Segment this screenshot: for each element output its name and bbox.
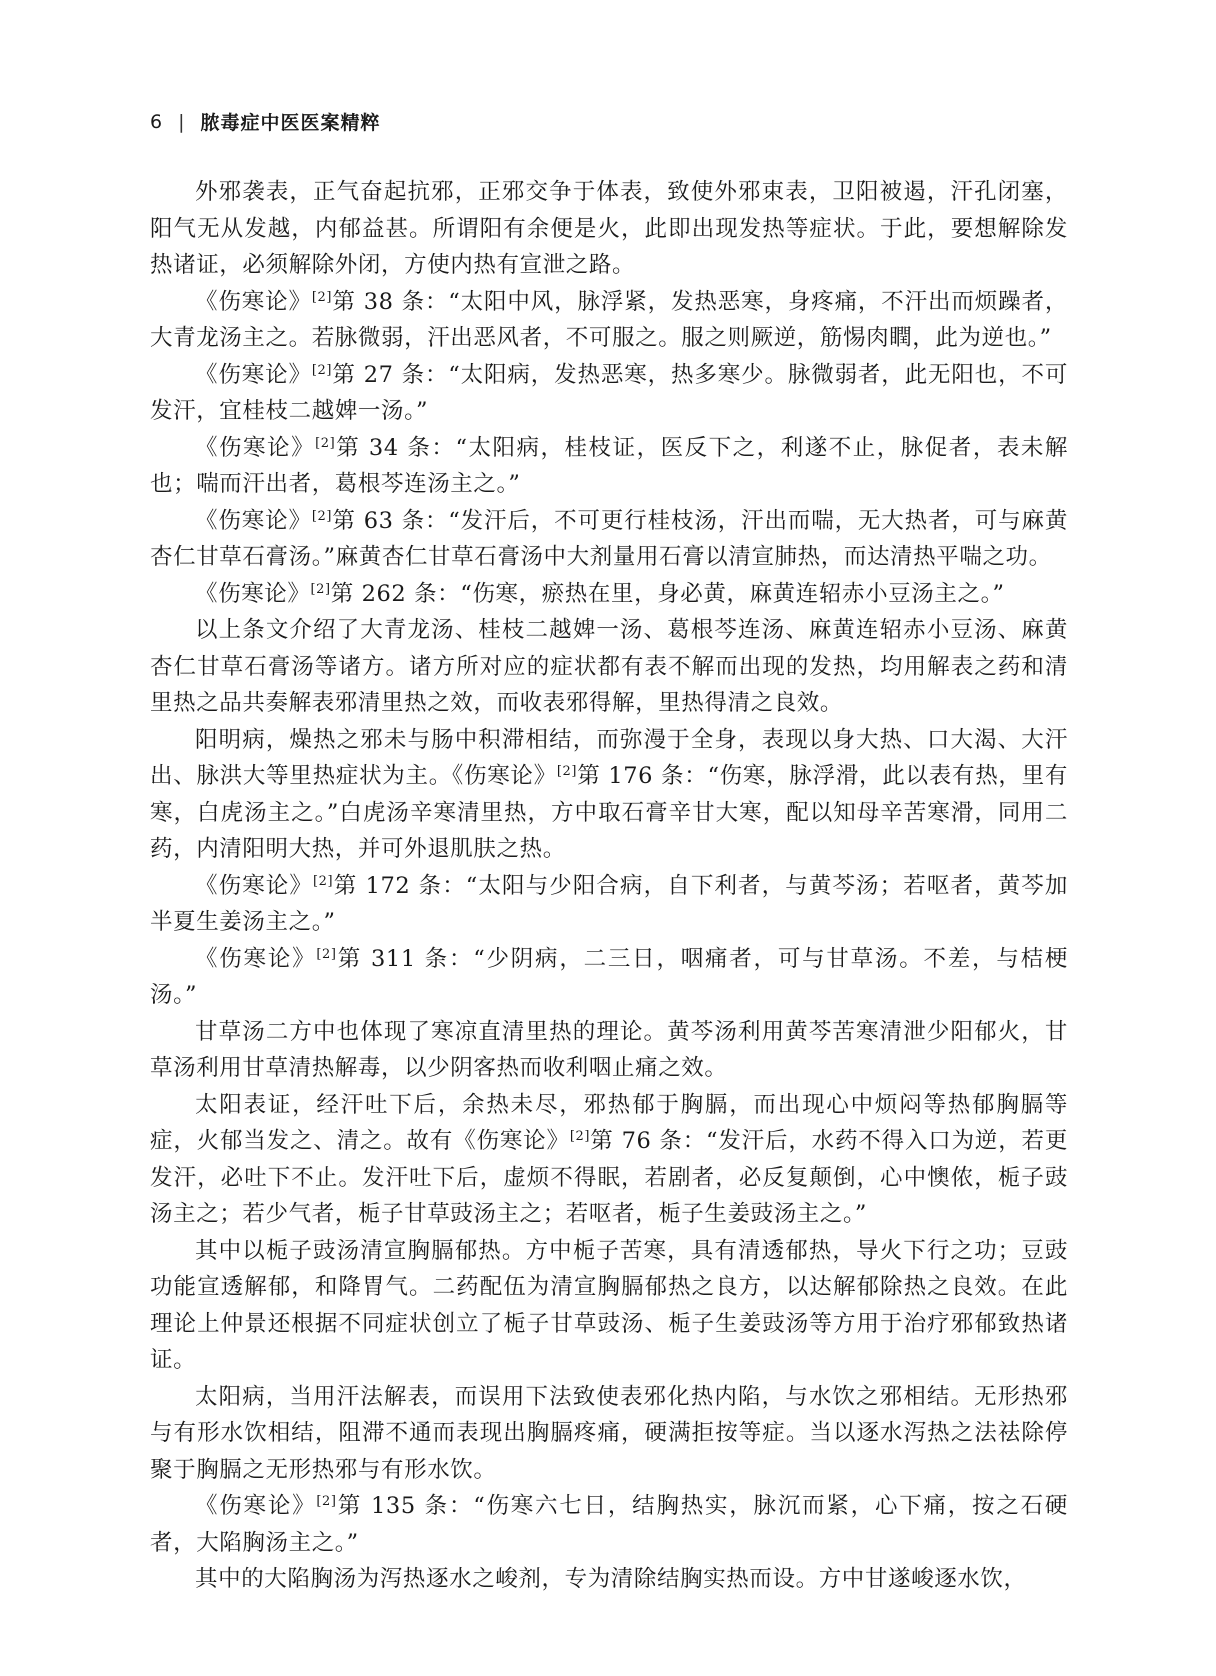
paragraph: 《伤寒论》[2]第 135 条：“伤寒六七日，结胸热实，脉沉而紧，心下痛，按之石硬者，大陷胸汤主之。” [150, 1493, 1068, 1556]
citation-marker: [2] [311, 289, 333, 305]
page-number: 6 [150, 110, 163, 133]
paragraph: 《伤寒论》[2]第 34 条：“太阳病，桂枝证，医反下之，利遂不止，脉促者，表未解也；喘而汗出者，葛根芩连汤主之。” [150, 434, 1068, 497]
paragraph: 外邪袭表，正气奋起抗邪，正邪交争于体表，致使外邪束表，卫阳被遏，汗孔闭塞，阳气无从发越，内郁益甚。所谓阳有余便是火，此即出现发热等症状。于此，要想解除发热诸证，必须解除外闭，方使内热有宣泄之路。 [150, 179, 1068, 278]
paragraph: 《伤寒论》[2]第 262 条：“伤寒，瘀热在里，身必黄，麻黄连轺赤小豆汤主之。” [195, 580, 1005, 607]
header-separator: | [178, 110, 185, 133]
paragraph: 《伤寒论》[2]第 172 条：“太阳与少阳合病，自下利者，与黄芩汤；若呕者，黄芩加半夏生姜汤主之。” [150, 872, 1068, 935]
paragraph: 其中的大陷胸汤为泻热逐水之峻剂，专为清除结胸实热而设。方中甘遂峻逐水饮， [195, 1566, 1027, 1592]
citation-marker: [2] [556, 764, 578, 779]
citation-marker: [2] [315, 435, 336, 451]
paragraph: 其中以栀子豉汤清宣胸膈郁热。方中栀子苦寒，具有清透郁热，导火下行之功；豆豉功能宣透解郁，和降胃气。二药配伍为清宣胸膈郁热之良方，以达解郁除热之良效。在此理论上仲景还根据不同症状创立了栀子甘草豉汤、栀子生姜豉汤等方用于治疗邪郁致热诸证。 [150, 1237, 1068, 1373]
book-title: 脓毒症中医医案精粹 [200, 112, 381, 134]
running-header [150, 108, 381, 135]
paragraph: 《伤寒论》[2]第 38 条：“太阳中风，脉浮紧，发热恶寒，身疼痛，不汗出而烦躁者，大青龙汤主之。若脉微弱，汗出恶风者，不可服之。服之则厥逆，筋惕肉瞤，此为逆也。” [150, 288, 1068, 351]
citation-marker: [2] [569, 1129, 591, 1144]
paragraph: 以上条文介绍了大青龙汤、桂枝二越婢一汤、葛根芩连汤、麻黄连轺赤小豆汤、麻黄杏仁甘草石膏汤等诸方。诸方所对应的症状都有表不解而出现的发热，均用解表之药和清里热之品共奏解表邪清里热之效，而收表邪得解，里热得清之良效。 [150, 617, 1068, 716]
paragraph: 太阳病，当用汗法解表，而误用下法致使表邪化热内陷，与水饮之邪相结。无形热邪与有形水饮相结，阻滞不通而表现出胸膈疼痛，硬满拒按等症。当以逐水泻热之法祛除停聚于胸膈之无形热邪与有形水饮。 [150, 1383, 1068, 1483]
citation-marker: [2] [311, 508, 333, 524]
body-text [150, 174, 1068, 1598]
paragraph: 《伤寒论》[2]第 27 条：“太阳病，发热恶寒，热多寒少。脉微弱者，此无阳也，不可发汗，宜桂枝二越婢一汤。” [150, 361, 1068, 424]
citation-marker: [2] [316, 1494, 337, 1509]
paragraph: 《伤寒论》[2]第 311 条：“少阴病，二三日，咽痛者，可与甘草汤。不差，与桔梗汤。” [150, 945, 1068, 1008]
paragraph: 阳明病，燥热之邪未与肠中积滞相结，而弥漫于全身，表现以身大热、口大渴、大汗出、脉洪大等里热症状为主。《伤寒论》[2]第 176 条：“伤寒，脉浮滑，此以表有热，里有寒，白虎汤主之。”白虎汤辛寒清里热，方中取石膏辛甘大寒，配以知母辛苦寒滑，同用二药，内清阳明大热，并可外退肌肤之热。 [150, 726, 1068, 862]
paragraph: 甘草汤二方中也体现了寒凉直清里热的理论。黄芩汤利用黄芩苦寒清泄少阳郁火，甘草汤利用甘草清热解毒，以少阴客热而收利咽止痛之效。 [150, 1018, 1068, 1081]
paragraph: 太阳表证，经汗吐下后，余热未尽，邪热郁于胸膈，而出现心中烦闷等热郁胸膈等症，火郁当发之、清之。故有《伤寒论》[2]第 76 条：“发汗后，水药不得入口为逆，若更发汗，必吐下不止。发汗吐下后，虚烦不得眠，若剧者，必反复颠倒，心中懊侬，栀子豉汤主之；若少气者，栀子甘草豉汤主之；若呕者，栀子生姜豉汤主之。” [150, 1091, 1068, 1227]
citation-marker: [2] [310, 581, 331, 597]
citation-marker: [2] [313, 873, 334, 889]
paragraph: 《伤寒论》[2]第 63 条：“发汗后，不可更行桂枝汤，汗出而喘，无大热者，可与麻黄杏仁甘草石膏汤。”麻黄杏仁甘草石膏汤中大剂量用石膏以清宣肺热，而达清热平喘之功。 [150, 507, 1068, 570]
citation-marker: [2] [316, 946, 337, 962]
citation-marker: [2] [311, 362, 333, 378]
